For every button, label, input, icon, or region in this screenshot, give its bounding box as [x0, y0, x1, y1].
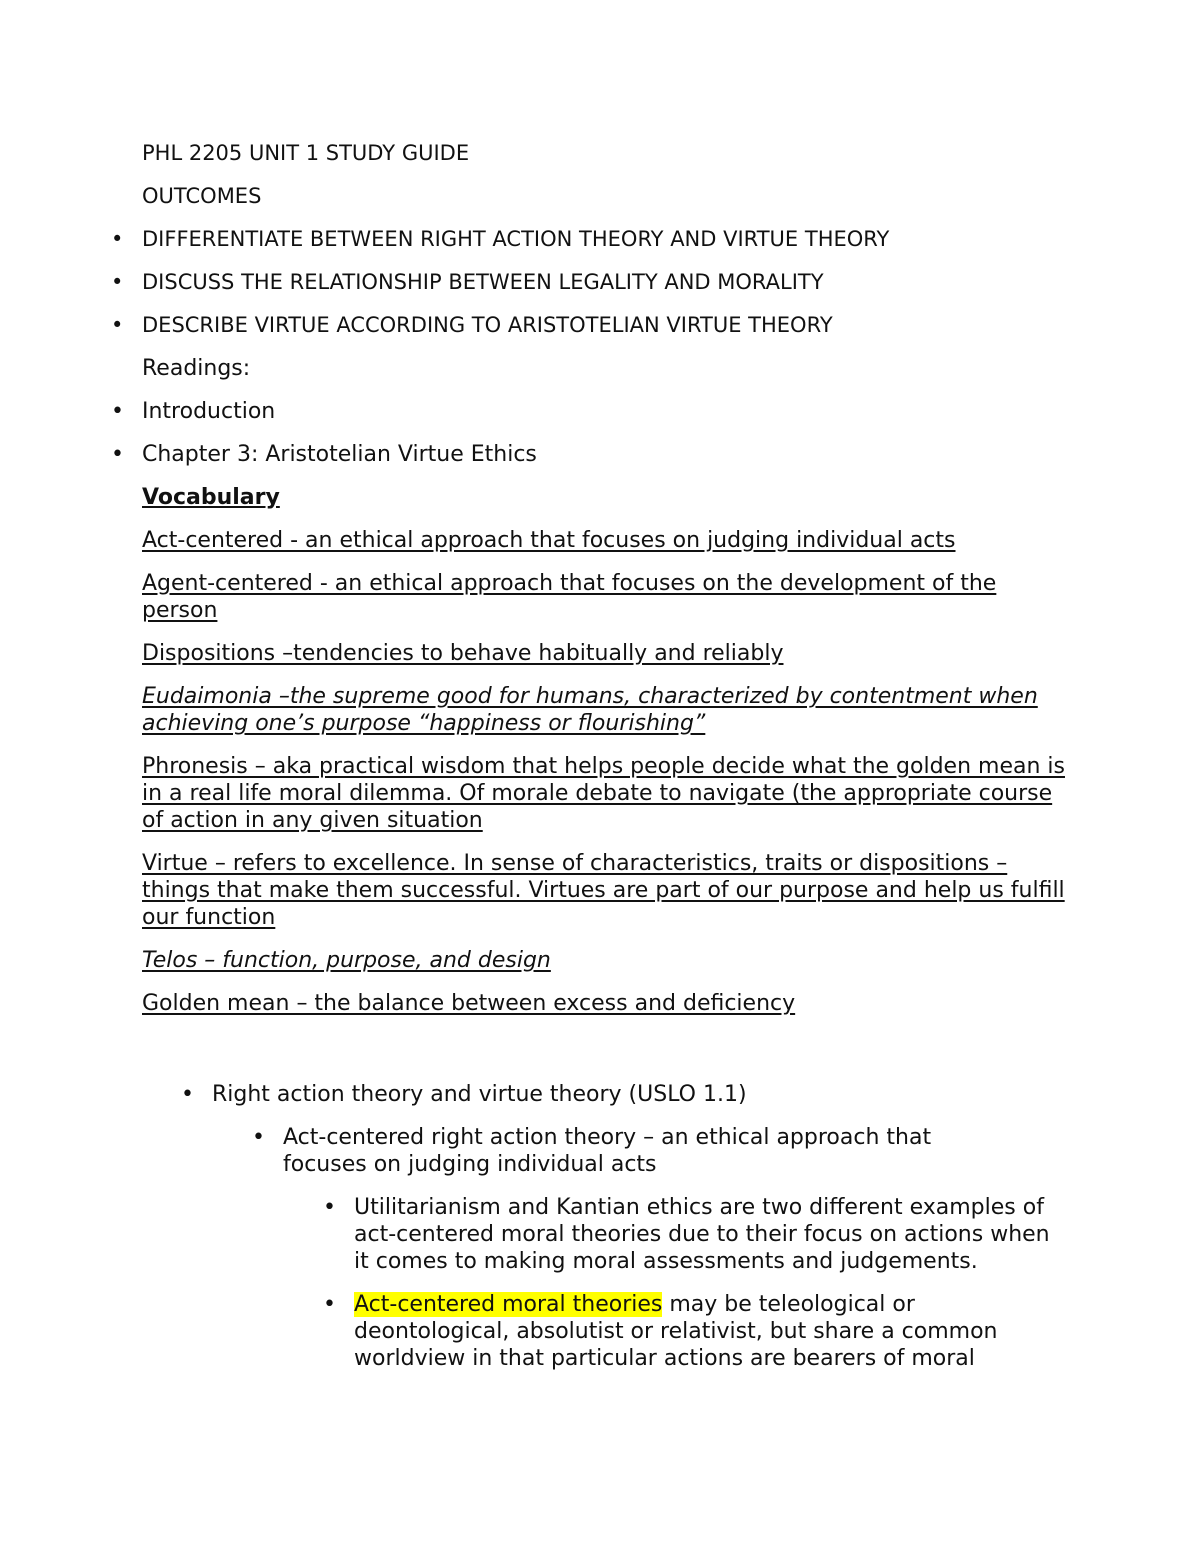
vocabulary-heading: Vocabulary [142, 485, 280, 510]
readings-heading: Readings: [142, 356, 251, 381]
vocab-term: Virtue – refers to excellence. In sense of characteristics, traits or dispositions – things that make them successful. Virtues are part of our purpose and help us fulfill our function [142, 851, 1065, 930]
notes-point: • Utilitarianism and Kantian ethics are two different examples of act-centered moral theories due to their focus on actions when it comes to making moral assessments and judgements. [354, 1194, 1054, 1275]
reading-item: • Introduction [142, 398, 1072, 425]
notes-list [0, 1081, 1080, 1372]
reading-item: • Chapter 3: Aristotelian Virtue Ethics [142, 441, 1072, 468]
notes-point-rest: may be teleological or deontological, absolutist or relativist, but share a common worldview in that particular actions are bearers of moral [354, 1292, 998, 1371]
notes-point-highlighted [354, 1291, 1054, 1372]
document-title: PHL 2205 UNIT 1 STUDY GUIDE [142, 141, 470, 165]
outcome-item: • DESCRIBE VIRTUE ACCORDING TO ARISTOTELIAN VIRTUE THEORY [142, 312, 1072, 339]
vocab-term: Telos – function, purpose, and design [142, 948, 551, 973]
vocab-term: Agent-centered - an ethical approach that focuses on the development of the person [142, 571, 997, 623]
vocab-term: Golden mean – the balance between excess and deficiency [142, 991, 796, 1016]
notes-section [0, 1081, 1080, 1388]
document-body [142, 140, 1072, 1033]
vocab-term: Eudaimonia –the supreme good for humans, characterized by contentment when achieving one’s purpose “happiness or flourishing” [142, 684, 1038, 736]
outcomes-heading: OUTCOMES [142, 184, 262, 208]
outcome-item: • DIFFERENTIATE BETWEEN RIGHT ACTION THEORY AND VIRTUE THEORY [142, 226, 1072, 253]
readings-list [142, 398, 1072, 468]
vocab-term: Phronesis – aka practical wisdom that helps people decide what the golden mean is in a real life moral dilemma. Of morale debate to navigate (the appropriate course of action in any given situation [142, 754, 1065, 833]
notes-topic: • Right action theory and virtue theory (USLO 1.1) [212, 1081, 1080, 1108]
outcome-item: • DISCUSS THE RELATIONSHIP BETWEEN LEGALITY AND MORALITY [142, 269, 1072, 296]
highlighted-phrase: Act-centered moral theories [354, 1292, 663, 1317]
vocab-term: Act-centered - an ethical approach that focuses on judging individual acts [142, 528, 956, 553]
outcomes-list [142, 226, 1072, 339]
vocab-term: Dispositions –tendencies to behave habitually and reliably [142, 641, 784, 666]
notes-subtopic: • Act-centered right action theory – an ethical approach that focuses on judging individual acts [283, 1124, 983, 1178]
